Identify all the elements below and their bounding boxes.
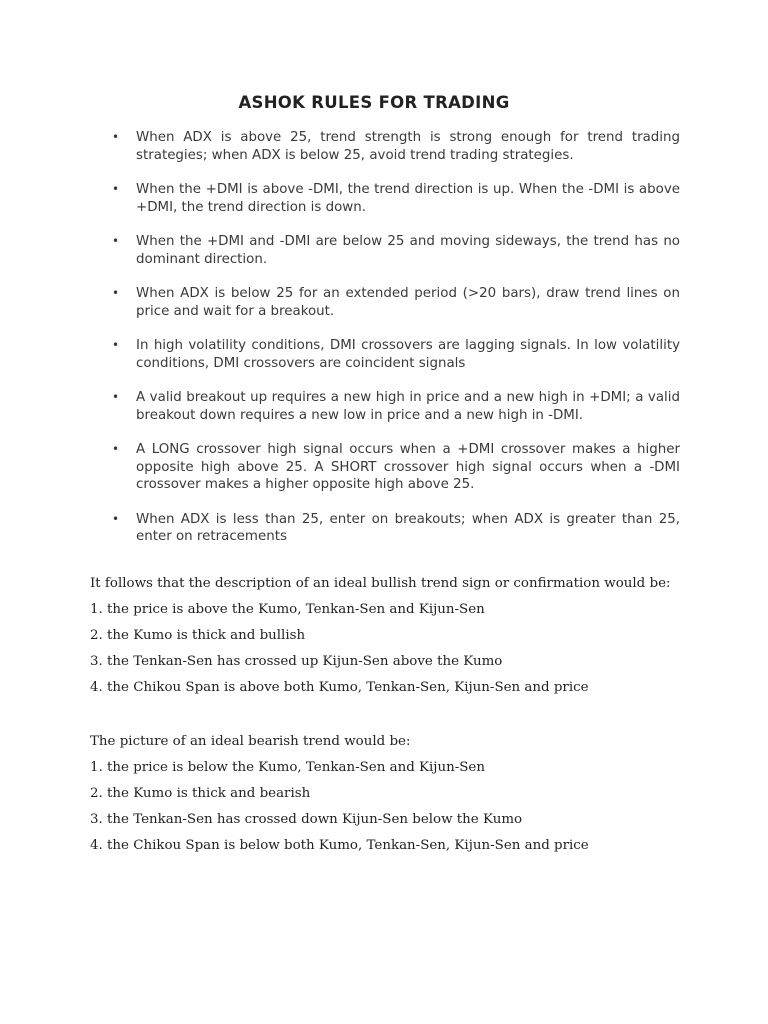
rule-item xyxy=(108,389,680,424)
bullet-icon: • xyxy=(112,130,120,144)
bullet-icon: • xyxy=(112,338,120,352)
bearish-item: 2. the Kumo is thick and bearish xyxy=(90,786,311,801)
document-title: ASHOK RULES FOR TRADING xyxy=(238,93,510,112)
rule-text: When ADX is less than 25, enter on breakouts; when ADX is greater than 25, enter on retracements xyxy=(136,511,680,544)
rule-item xyxy=(108,285,680,320)
bullish-item: 3. the Tenkan-Sen has crossed up Kijun-Sen above the Kumo xyxy=(90,654,503,669)
trading-rules-list xyxy=(108,129,680,563)
rule-item xyxy=(108,129,680,164)
rule-item xyxy=(108,511,680,546)
rule-text: A LONG crossover high signal occurs when a +DMI crossover makes a higher opposite high above 25. A SHORT crossover high signal occurs when a -DMI crossover makes a higher opposite high above 25. xyxy=(136,442,680,492)
rule-item xyxy=(108,181,680,216)
bullish-item: 4. the Chikou Span is above both Kumo, Tenkan-Sen, Kijun-Sen and price xyxy=(90,680,589,695)
bullish-item: 1. the price is above the Kumo, Tenkan-Sen and Kijun-Sen xyxy=(90,602,485,617)
bullet-icon: • xyxy=(112,390,120,404)
bullet-icon: • xyxy=(112,234,120,248)
rule-text: When the +DMI and -DMI are below 25 and moving sideways, the trend has no dominant direction. xyxy=(136,234,680,267)
bullet-icon: • xyxy=(112,442,120,456)
bearish-item: 1. the price is below the Kumo, Tenkan-Sen and Kijun-Sen xyxy=(90,760,485,775)
bullet-icon: • xyxy=(112,511,120,526)
rule-text: When ADX is below 25 for an extended period (>20 bars), draw trend lines on price and wait for a breakout. xyxy=(136,286,680,319)
rule-item xyxy=(108,233,680,268)
rule-text: In high volatility conditions, DMI crossovers are lagging signals. In low volatility conditions, DMI crossovers are coincident signals xyxy=(136,338,680,371)
bearish-item: 4. the Chikou Span is below both Kumo, Tenkan-Sen, Kijun-Sen and price xyxy=(90,838,589,853)
rule-item xyxy=(108,441,680,494)
bullish-intro: It follows that the description of an ideal bullish trend sign or confirmation would be: xyxy=(90,576,671,591)
bearish-item: 3. the Tenkan-Sen has crossed down Kijun-Sen below the Kumo xyxy=(90,812,523,827)
bullish-item: 2. the Kumo is thick and bullish xyxy=(90,628,306,643)
rule-text: When ADX is above 25, trend strength is strong enough for trend trading strategies; when ADX is below 25, avoid trend trading strategies. xyxy=(136,130,680,163)
rule-item xyxy=(108,337,680,372)
bullet-icon: • xyxy=(112,182,120,196)
bullet-icon: • xyxy=(112,286,120,300)
rule-text: When the +DMI is above -DMI, the trend direction is up. When the -DMI is above +DMI, the trend direction is down. xyxy=(136,182,680,215)
bullish-trend-section xyxy=(90,575,710,705)
rule-text: A valid breakout up requires a new high in price and a new high in +DMI; a valid breakout down requires a new low in price and a new high in -DMI. xyxy=(136,390,680,423)
bearish-intro: The picture of an ideal bearish trend would be: xyxy=(90,734,411,749)
bearish-trend-section xyxy=(90,733,710,863)
